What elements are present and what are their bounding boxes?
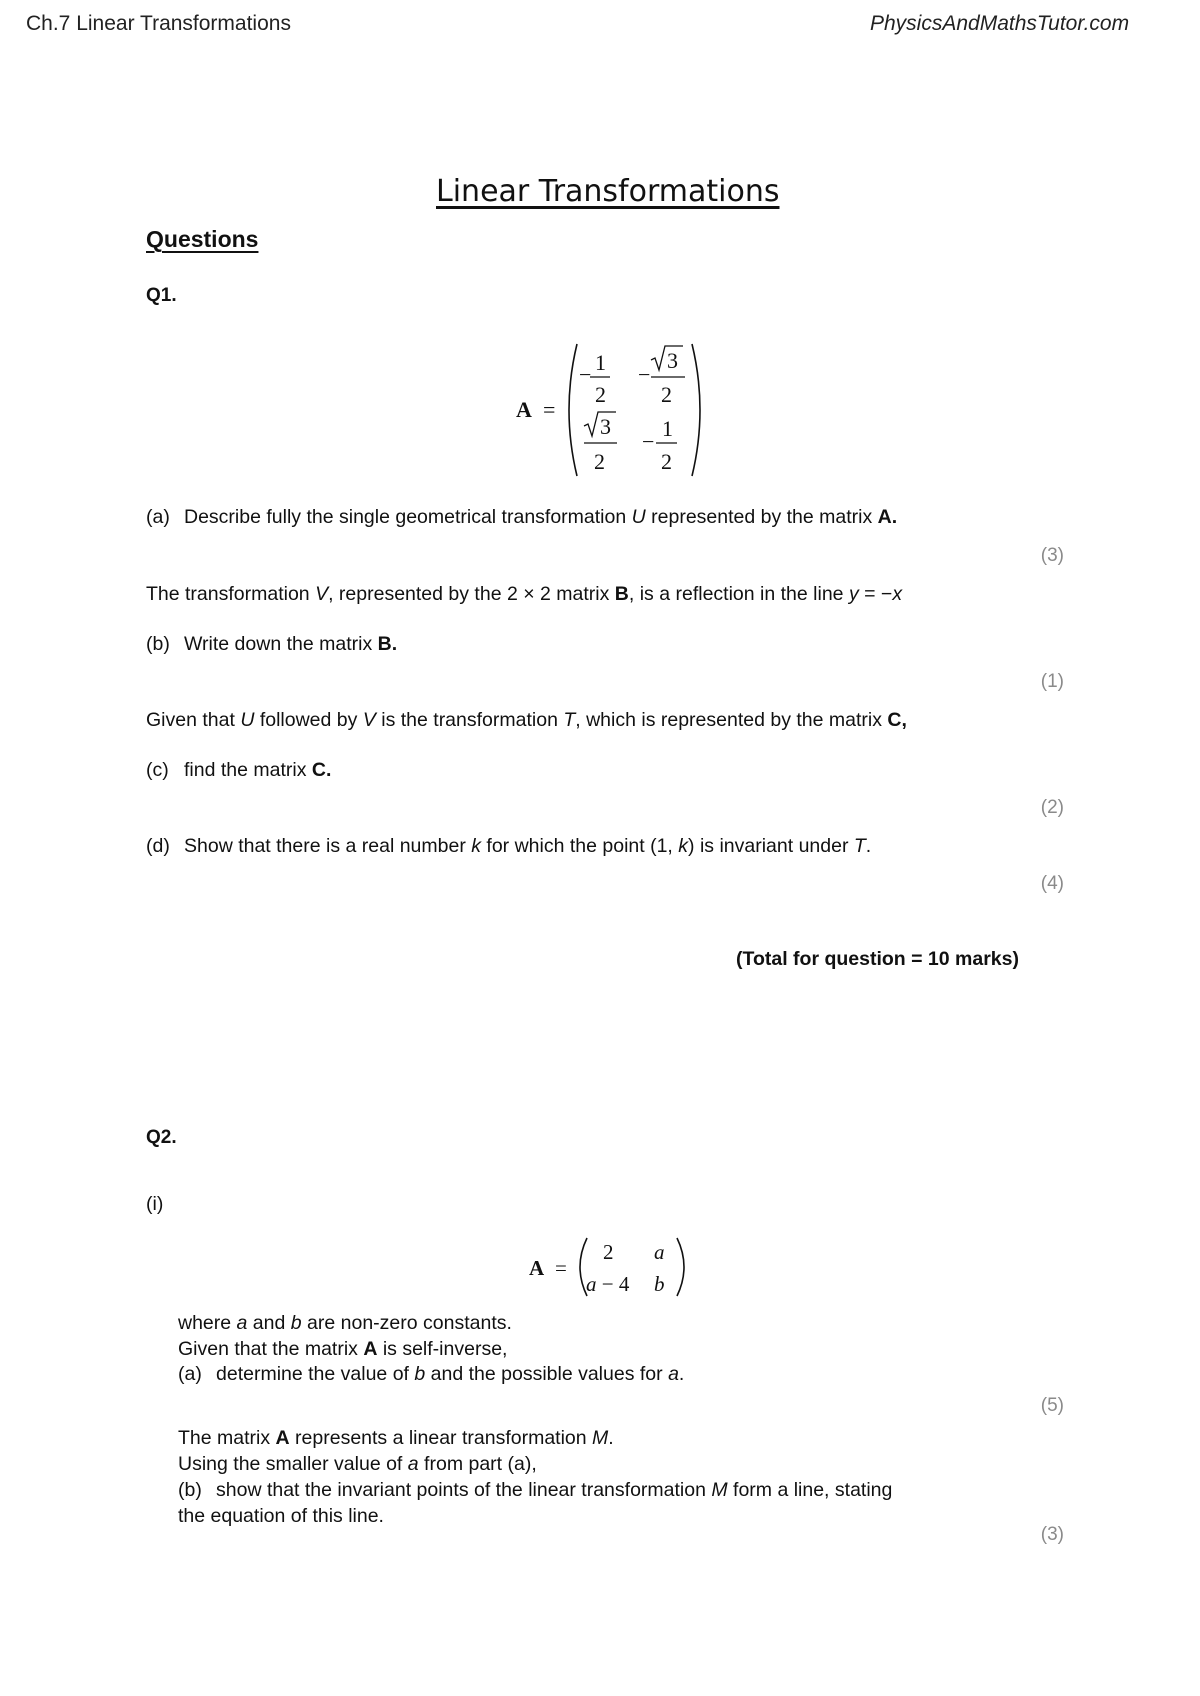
- right-bracket: [692, 344, 700, 476]
- q1-r1c2-den: 2: [661, 382, 672, 407]
- q2-part-b: (b) show that the invariant points of the linear transformation M form a line, stating: [178, 1478, 892, 1504]
- page-header-right: PhysicsAndMathsTutor.com: [870, 12, 1130, 35]
- q2-part-a: (a) determine the value of b and the possible values for a.: [178, 1362, 684, 1388]
- q2-matrix-equals: =: [555, 1256, 567, 1280]
- q2-line-2: Given that the matrix A is self-inverse,: [178, 1338, 508, 1360]
- q1-part-a: (a) Describe fully the single geometrical transformation U represented by the matrix A.: [146, 506, 898, 528]
- q1-r2c1-num: 3: [600, 414, 611, 439]
- q2-a-marks: (5): [1040, 1395, 1064, 1416]
- q1-part-c: (c) find the matrix C.: [146, 759, 332, 781]
- q1-r1c2-sign: −: [638, 362, 651, 387]
- section-heading: Questions: [146, 226, 259, 252]
- right-bracket: [677, 1238, 684, 1296]
- q2-line-7: the equation of this line.: [178, 1505, 384, 1527]
- question-2-number: Q2.: [146, 1127, 177, 1148]
- q1-matrix-name: A: [516, 397, 532, 422]
- q1-matrix-equals: =: [543, 397, 556, 422]
- q1-matrix-a: [505, 340, 705, 480]
- q1-r1c2-num: 3: [667, 348, 678, 373]
- q2-part-i: (i): [146, 1193, 164, 1215]
- left-bracket: [569, 344, 577, 476]
- q2-line-4: The matrix A represents a linear transformation M.: [178, 1427, 614, 1449]
- part-label: (d): [146, 835, 170, 857]
- q2-r2c1: a − 4: [586, 1272, 630, 1296]
- q2-line-5: Using the smaller value of a from part (a),: [178, 1453, 537, 1475]
- part-label: (b): [178, 1479, 202, 1501]
- q1-given: Given that U followed by V is the transformation T, which is represented by the matrix C,: [146, 709, 907, 731]
- q2-r1c2: a: [654, 1240, 665, 1264]
- page-header-left: Ch.7 Linear Transformations: [26, 12, 291, 35]
- part-label: (a): [146, 506, 170, 528]
- q1-r2c2-num: 1: [662, 416, 673, 441]
- q1-d-marks: (4): [1040, 873, 1064, 894]
- q1-r1c1-den: 2: [595, 382, 606, 407]
- document-title: Linear Transformations: [436, 174, 780, 209]
- q1-total: (Total for question = 10 marks): [736, 948, 1019, 970]
- q2-b-marks: (3): [1040, 1524, 1064, 1545]
- q1-stem: The transformation V, represented by the 2 × 2 matrix B, is a reflection in the line y = −x: [146, 583, 903, 605]
- part-label: (b): [146, 633, 170, 655]
- q1-r1c1-num: 1: [595, 350, 606, 375]
- part-label: (c): [146, 759, 169, 781]
- q2-r2c2: b: [654, 1272, 665, 1296]
- q2-r1c1: 2: [603, 1240, 614, 1264]
- q1-b-marks: (1): [1040, 671, 1064, 692]
- question-1-number: Q1.: [146, 285, 177, 306]
- part-label: (a): [178, 1363, 202, 1385]
- q1-part-d: (d) Show that there is a real number k for which the point (1, k) is invariant under T.: [146, 835, 872, 857]
- q1-r1c1-sign: −: [579, 362, 592, 387]
- q1-a-marks: (3): [1040, 545, 1064, 566]
- q1-part-b: (b) Write down the matrix B.: [146, 633, 398, 655]
- q1-r2c2-den: 2: [661, 449, 672, 474]
- q1-r2c1-den: 2: [594, 449, 605, 474]
- q2-line-1: where a and b are non-zero constants.: [178, 1312, 512, 1334]
- q2-matrix-name: A: [529, 1256, 545, 1280]
- q1-r2c2-sign: −: [642, 429, 655, 454]
- q1-c-marks: (2): [1040, 797, 1064, 818]
- q2-matrix-a: [515, 1235, 695, 1299]
